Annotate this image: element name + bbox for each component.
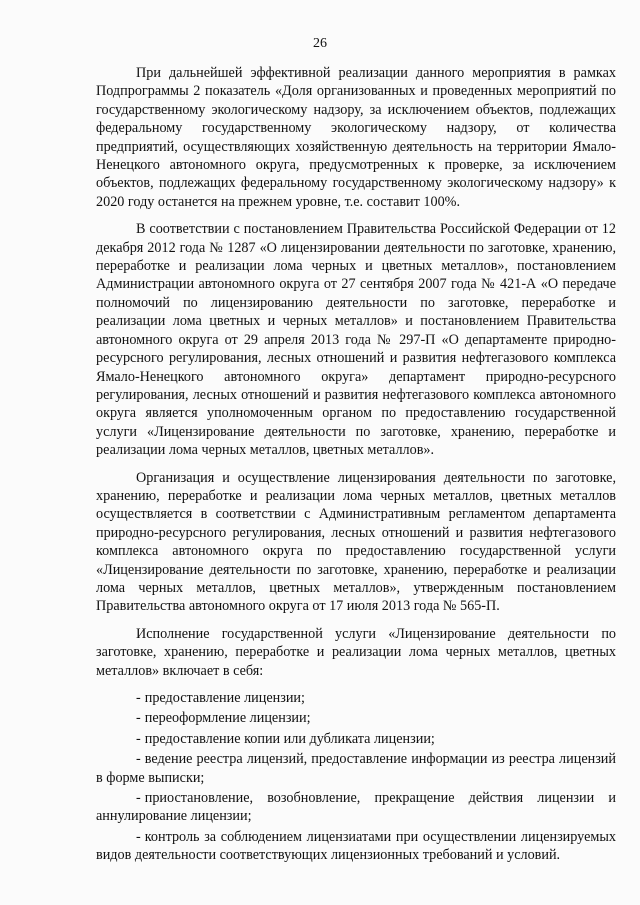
list-item-text: переоформление лицензии; — [144, 710, 311, 727]
list-item — [96, 689, 616, 707]
list-item — [96, 828, 616, 865]
list-item-text: предоставление лицензии; — [144, 690, 305, 706]
list-item — [96, 789, 616, 826]
page-number: 26 — [313, 36, 327, 51]
paragraph: При дальнейшей эффективной реализации данного мероприятия в рамках Подпрограммы 2 показатель «Доля организованных и проведенных мероприятий по государственному экологическому надзору, за исключением объектов, подлежащих федеральному государственному экологическому надзору, от количества предприятий, осуществляющих хозяйственную деятельность на территории Ямало-Ненецкого автономного округа, предусмотренных к проверке, за исключением объектов, подлежащих федеральному государственному экологическому надзору» к 2020 году останется на прежнем уровне, т.е. составит 100%. — [96, 65, 616, 210]
list-item-text: предоставление копии или дубликата лицензии; — [144, 730, 435, 747]
list-item-text: контроль за соблюдением лицензиатами при осуществлении лицензируемых видов деятельности соответствующих лицензионных требований и условий. — [96, 828, 616, 864]
list-marker: - — [136, 730, 141, 747]
list-item-text: приостановление, возобновление, прекращение действия лицензии и аннулирование лицензии; — [96, 790, 616, 825]
list-item-text: ведение реестра лицензий, предоставление информации из реестра лицензий в форме выписки; — [96, 751, 616, 786]
list-marker: - — [136, 690, 141, 706]
paragraph: Организация и осуществление лицензирования деятельности по заготовке, хранению, переработке и реализации лома черных металлов, цветных металлов осуществляется в соответствии с Административным регламентом департамента природно-ресурсного регулирования, лесных отношений и развития нефтегазового комплекса автономного округа по предоставлению государственной услуги «Лицензирование деятельности по заготовке, хранению, переработке и реализации лома черных металлов, цветных металлов», утвержденным постановлением Правительства автономного округа от 17 июля 2013 года № 565-П. — [96, 469, 616, 615]
list-marker: - — [136, 828, 141, 845]
list-marker: - — [136, 710, 141, 727]
list-item — [96, 730, 616, 748]
document-body — [96, 64, 616, 867]
list-marker: - — [136, 751, 141, 768]
paragraph: Исполнение государственной услуги «Лицензирование деятельности по заготовке, хранению, переработке и реализации лома черных металлов, цветных металлов» включает в себя: — [96, 625, 616, 679]
list-item — [96, 750, 616, 787]
list-marker: - — [136, 790, 141, 807]
service-components-list — [96, 689, 616, 865]
list-item — [96, 709, 616, 727]
paragraph: В соответствии с постановлением Правительства Российской Федерации от 12 декабря 2012 года № 1287 «О лицензировании деятельности по заготовке, хранению, переработке и реализации лома черных и цветных металлов», постановлением Администрации автономного округа от 27 сентября 2007 года № 421-А «О передаче полномочий по лицензированию деятельности по заготовке, переработке и реализации лома цветных и черных металлов» и постановлением Правительства автономного округа от 29 апреля 2013 года № 297-П «О департаменте природно-ресурсного регулирования, лесных отношений и развития нефтегазового комплекса Ямало-Ненецкого автономного округа» департамент природно-ресурсного регулирования, лесных отношений и развития нефтегазового комплекса автономного округа является уполномоченным органом по предоставлению государственной услуги «Лицензирование деятельности по заготовке, хранению, переработке и реализации лома черных металлов, цветных металлов». — [96, 221, 616, 459]
